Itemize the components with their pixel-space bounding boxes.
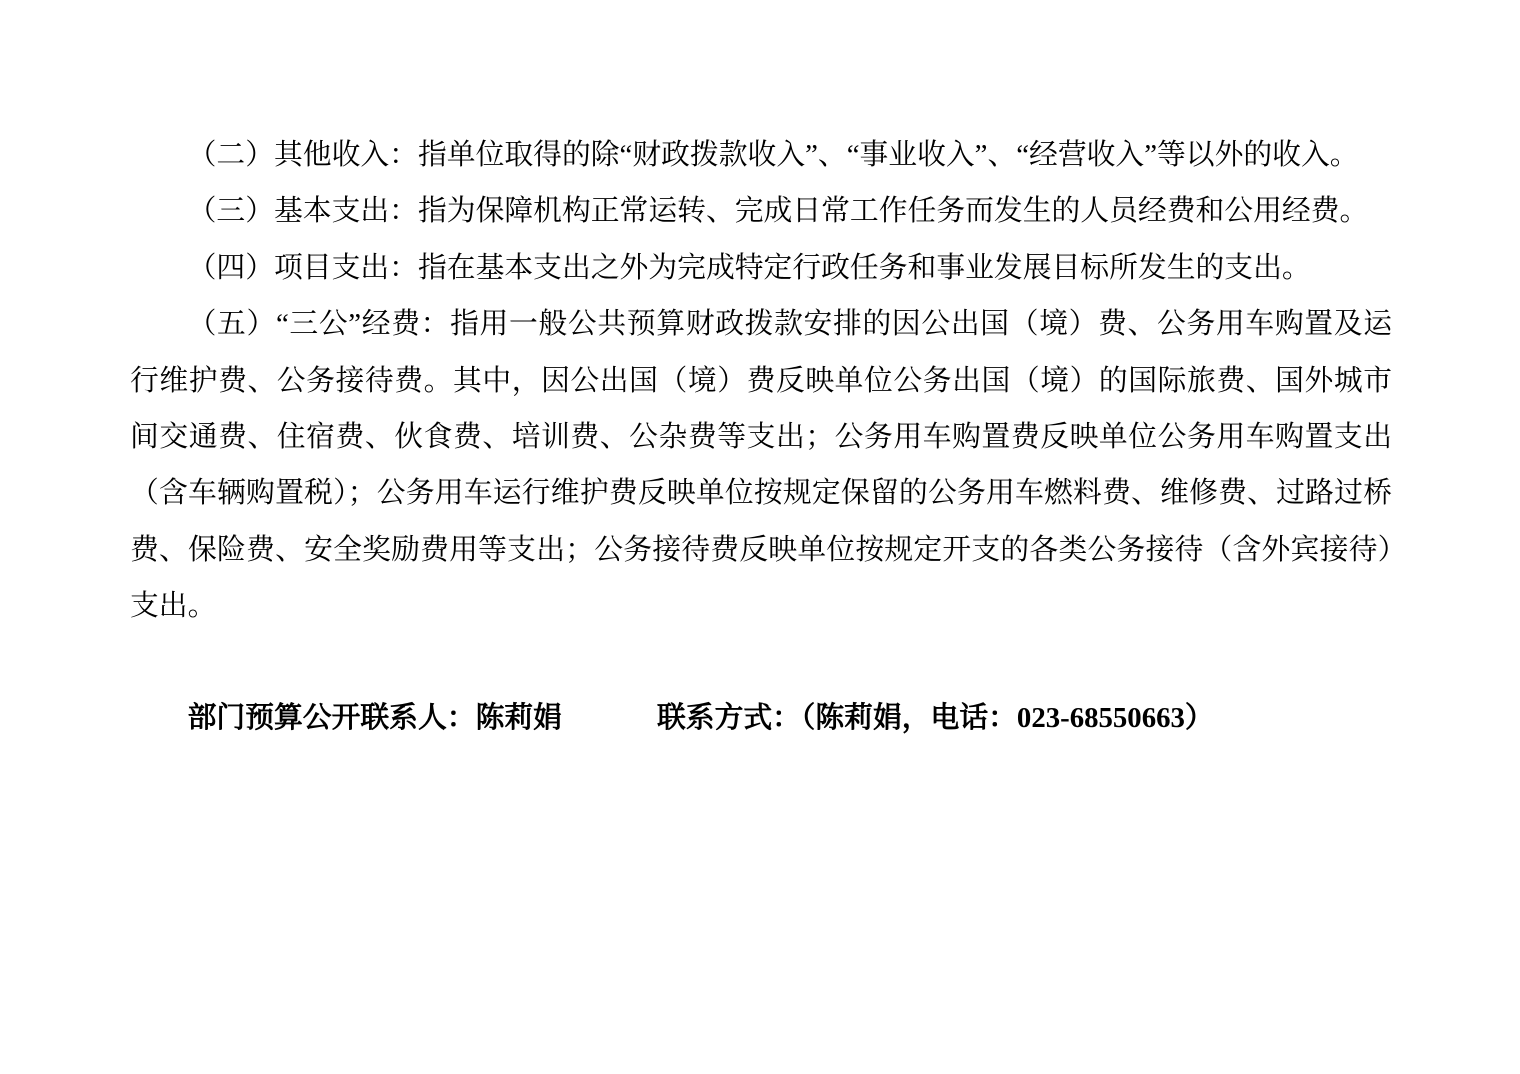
para-other-income-definition: （二）其他收入：指单位取得的除“财政拨款收入”、“事业收入”、“经营收入”等以外的收入。	[187, 139, 1359, 171]
para-basic-expenditure-definition: （三）基本支出：指为保障机构正常运转、完成日常工作任务而发生的人员经费和公用经费。	[187, 195, 1369, 228]
contact-footer	[130, 690, 1392, 746]
para-three-public-expenses-definition: （五）“三公”经费：指用一般公共预算财政拨款安排的因公出国（境）费、公务用车购置及运行维护费、公务接待费。其中，因公出国（境）费反映单位公务出国（境）的国际旅费、国外城市间交通费、住宿费、伙食费、培训费、公杂费等支出；公务用车购置费反映单位公务用车购置支出（含车辆购置税）；公务用车运行维护费反映单位按规定保留的公务用车燃料费、维修费、过路过桥费、保险费、安全奖励费用等支出；公务接待费反映单位按规定开支的各类公务接待（含外宾接待）支出。	[130, 308, 1392, 623]
para-project-expenditure-definition: （四）项目支出：指在基本支出之外为完成特定行政任务和事业发展目标所发生的支出。	[187, 251, 1311, 284]
contact-person-label: 部门预算公开联系人：陈莉娟	[187, 701, 562, 734]
contact-method-label: 联系方式：（陈莉娟，电话：023-68550663）	[656, 701, 1214, 734]
